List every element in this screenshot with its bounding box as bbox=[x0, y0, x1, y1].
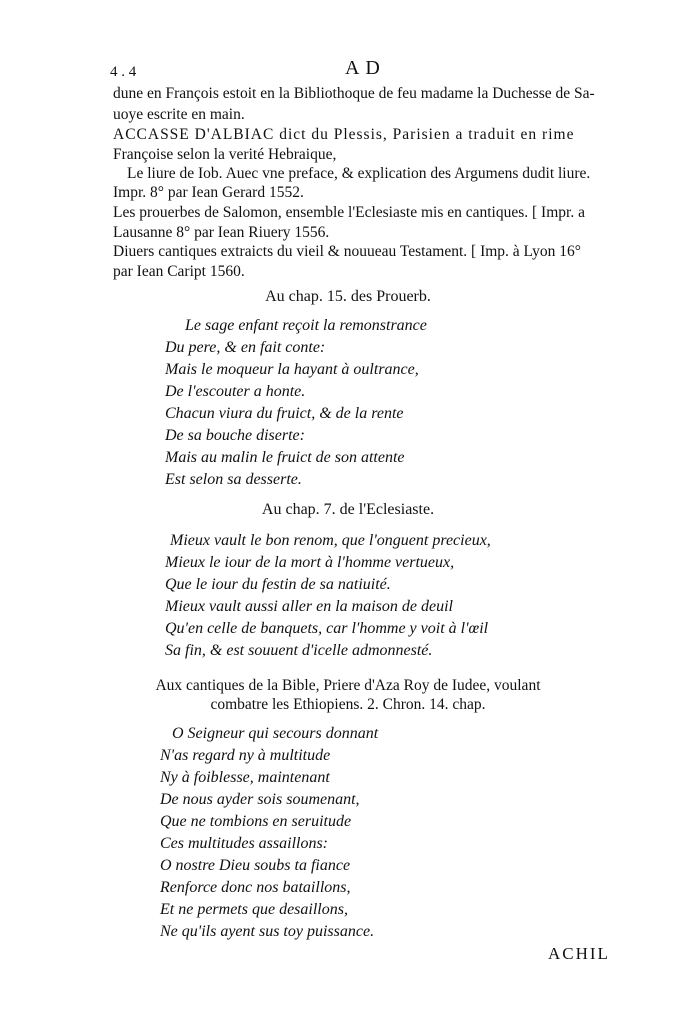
verse-line: Mieux vault le bon renom, que l'onguent precieux, bbox=[170, 532, 491, 549]
verse-line: O Seigneur qui secours donnant bbox=[172, 725, 379, 742]
verse-line: De sa bouche diserte: bbox=[165, 427, 305, 444]
body-line: uoye escrite en main. bbox=[113, 106, 245, 123]
body-line: Les prouerbes de Salomon, ensemble l'Eclesiaste mis en cantiques. [ Impr. a bbox=[113, 204, 585, 221]
verse-line: N'as regard ny à multitude bbox=[160, 747, 331, 764]
verse-line: Chacun viura du fruict, & de la rente bbox=[165, 405, 404, 422]
verse-line: Est selon sa desserte. bbox=[165, 471, 302, 488]
body-line: Lausanne 8° par Iean Riuery 1556. bbox=[113, 224, 330, 241]
body-line: Françoise selon la verité Hebraique, bbox=[113, 146, 337, 163]
verse-line: Sa fin, & est souuent d'icelle admonnesté. bbox=[165, 642, 433, 659]
section-heading-continued: combatre les Ethiopiens. 2. Chron. 14. chap. bbox=[210, 696, 486, 713]
verse-line: Que ne tombions en seruitude bbox=[160, 813, 352, 830]
catchword: ACHIL bbox=[548, 944, 610, 963]
verse-line: Mieux le iour de la mort à l'homme vertueux, bbox=[165, 554, 455, 571]
verse-line: Renforce donc nos bataillons, bbox=[160, 879, 351, 896]
verse-line: Du pere, & en fait conte: bbox=[165, 339, 326, 356]
section-heading: Aux cantiques de la Bible, Priere d'Aza Roy de Iudee, voulant bbox=[155, 677, 541, 694]
verse-line: O nostre Dieu soubs ta fiance bbox=[160, 857, 351, 874]
verse-line: Mais le moqueur la hayant à oultrance, bbox=[165, 361, 419, 378]
verse-line: Ne qu'ils ayent sus toy puissance. bbox=[160, 923, 375, 940]
verse-line: Ces multitudes assaillons: bbox=[160, 835, 329, 852]
author-entry: ACCASSE D'ALBIAC dict du Plessis, Parisien a traduit en rime bbox=[113, 126, 575, 143]
body-line: par Iean Caript 1560. bbox=[113, 263, 245, 280]
verse-line: De nous ayder sois soumenant, bbox=[160, 791, 360, 808]
body-line: Impr. 8° par Iean Gerard 1552. bbox=[113, 184, 304, 201]
verse-line: Le sage enfant reçoit la remonstrance bbox=[185, 317, 427, 334]
page-number: 4 . 4 bbox=[110, 64, 137, 80]
section-heading: Au chap. 15. des Prouerb. bbox=[265, 288, 431, 305]
body-line: Le liure de Iob. Auec vne preface, & explication des Argumens dudit liure. bbox=[127, 165, 591, 182]
verse-line: Mais au malin le fruict de son attente bbox=[165, 449, 405, 466]
verse-line: Que le iour du festin de sa natiuité. bbox=[165, 576, 391, 593]
signature-mark: A D bbox=[345, 57, 381, 79]
section-heading: Au chap. 7. de l'Eclesiaste. bbox=[261, 501, 435, 518]
verse-line: De l'escouter a honte. bbox=[165, 383, 306, 400]
body-line: dune en François estoit en la Bibliothoque de feu madame la Duchesse de Sa- bbox=[113, 85, 595, 102]
verse-line: Et ne permets que desaillons, bbox=[160, 901, 348, 918]
verse-line: Qu'en celle de banquets, car l'homme y voit à l'œil bbox=[165, 620, 489, 637]
verse-line: Mieux vault aussi aller en la maison de deuil bbox=[165, 598, 453, 615]
body-line: Diuers cantiques extraicts du vieil & nouueau Testament. [ Imp. à Lyon 16° bbox=[113, 243, 581, 260]
verse-line: Ny à foiblesse, maintenant bbox=[160, 769, 330, 786]
